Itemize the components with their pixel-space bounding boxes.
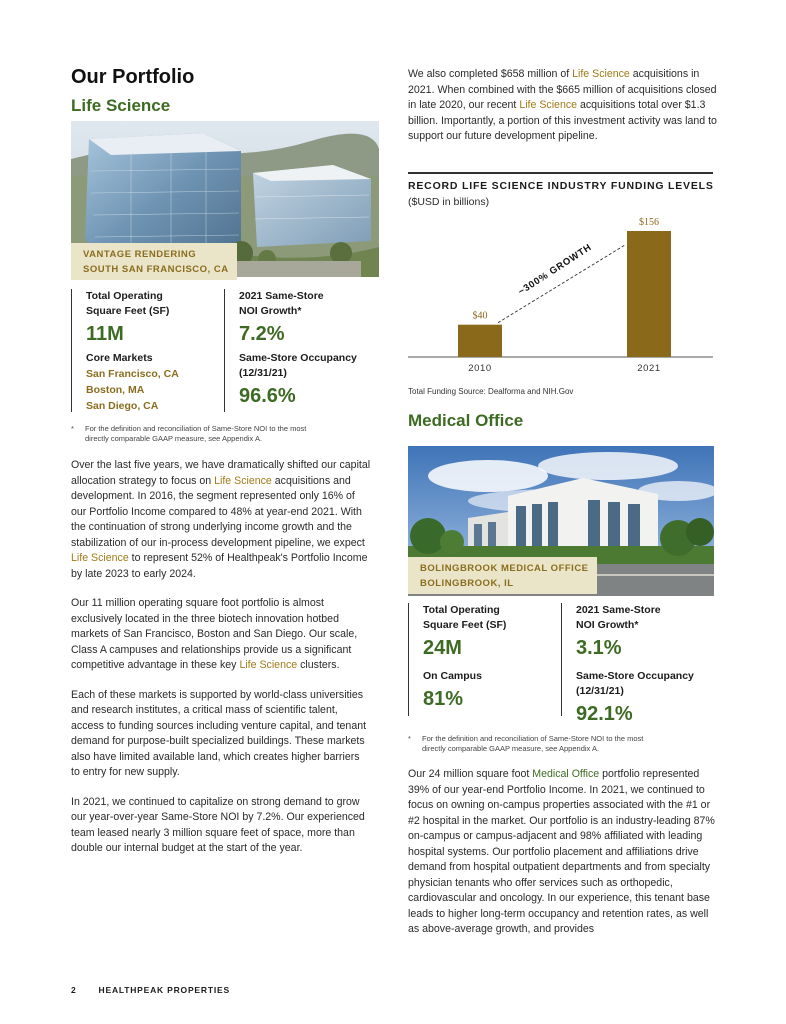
chart-source: Total Funding Source: Dealforma and NIH.Gov <box>408 387 574 396</box>
mo-noi-label-1: 2021 Same-Store <box>576 604 661 616</box>
ls-noi-value: 7.2% <box>239 323 285 345</box>
ls-sqft-label-2: Square Feet (SF) <box>86 305 170 317</box>
bolingbrook-photo-caption <box>408 557 597 594</box>
mo-noi-label-2: NOI Growth* <box>576 619 639 631</box>
paragraph: Our 24 million square foot Medical Office portfolio represented 39% of our year-end Portfolio Income. In 2021, we continued to focus on owning on-campus properties associated with the #1 or #2 hospital in the market. Our portfolio is an industry-leading 87% on-campus or campus-adjacent and 98% affiliated with leading hospital systems. Our portfolio placement and affiliations drive demand from hospital outpatient departments and from specialty physician tenants who offer services such as orthopedic, cardiovascular and oncology. In our experience, this tenant base leads to higher long-term occupancy and retention rates, as well as above-average growth, and provides <box>408 768 715 935</box>
mo-occupancy-label-1: Same-Store Occupancy <box>576 670 694 682</box>
right-top-text <box>408 67 718 159</box>
category-label: 2021 <box>637 363 661 374</box>
ls-market-item: Boston, MA <box>86 384 145 396</box>
growth-annotation: ~300% GROWTH <box>516 241 594 298</box>
life-science-link: Life Science <box>214 474 272 487</box>
ls-occupancy-value: 96.6% <box>239 385 296 407</box>
mo-sqft-value: 24M <box>423 637 462 659</box>
caption-line-2: SOUTH SAN FRANCISCO, CA <box>83 264 229 275</box>
category-label: 2010 <box>468 363 492 374</box>
left-body-text <box>71 458 371 871</box>
ls-sqft-label-1: Total Operating <box>86 290 163 302</box>
life-science-link: Life Science <box>519 99 578 111</box>
paragraph: In 2021, we continued to capitalize on strong demand to grow our year-over-year Same-Store NOI by 7.2%. Our experienced team leased nearly 3 million square feet of space, more than double our internal budget at the start of the year. <box>71 795 365 854</box>
ls-market-item: San Diego, CA <box>86 400 159 412</box>
ls-markets-label: Core Markets <box>86 352 153 364</box>
medical-office-link: Medical Office <box>532 768 600 780</box>
page-title: Our Portfolio <box>71 66 195 88</box>
chart-top-rule <box>408 172 713 174</box>
ls-noi-label-1: 2021 Same-Store <box>239 290 324 302</box>
bar-value-label: $40 <box>472 310 488 322</box>
growth-trend-line <box>498 245 625 323</box>
caption-line-2: BOLINGBROOK, IL <box>420 578 514 589</box>
ls-market-item: San Francisco, CA <box>86 368 179 380</box>
ls-footnote-line-1: For the definition and reconciliation of Same-Store NOI to the most <box>85 424 307 433</box>
ls-occupancy-label-2: (12/31/21) <box>239 367 287 379</box>
ls-noi-label-2: NOI Growth* <box>239 305 302 317</box>
mo-campus-value: 81% <box>423 688 464 710</box>
page-footer <box>71 985 230 995</box>
mo-sqft-label-1: Total Operating <box>423 604 500 616</box>
mo-footnote-line-2: directly comparable GAAP measure, see Appendix A. <box>422 744 600 753</box>
life-science-link: Life Science <box>239 659 298 671</box>
bar-value-label: $156 <box>639 217 659 228</box>
mo-footnote-line-1: For the definition and reconciliation of Same-Store NOI to the most <box>422 734 644 743</box>
mo-stats-right <box>561 603 711 725</box>
life-science-link: Life Science <box>572 68 630 80</box>
mo-sqft-label-2: Square Feet (SF) <box>423 619 507 631</box>
mo-occupancy-label-2: (12/31/21) <box>576 685 624 697</box>
paragraph: We also completed $658 million of Life Science acquisitions in 2021. When combined with the $665 million of acquisitions closed in late 2020, our recent Life Science acquisitions total over $1.3 billion. Importantly, a portion of this investment activity was land to support our future development pipeline. <box>408 68 717 142</box>
life-science-title: Life Science <box>71 96 171 115</box>
paragraph: Each of these markets is supported by world-class universities and research institutes, a critical mass of scientific talent, access to funding sources including venture capital, and tenant demand for purpose-built specialized buildings. These markets also have limited available land, which creates higher barriers to entry for new supply. <box>71 688 367 778</box>
footer-company: HEALTHPEAK PROPERTIES <box>98 985 230 995</box>
mo-campus-label: On Campus <box>423 670 482 682</box>
vantage-photo-caption <box>71 243 237 280</box>
ls-stats-right <box>224 289 374 412</box>
chart-subtitle: ($USD in billions) <box>408 196 490 208</box>
bar-2010 <box>458 325 502 357</box>
mo-body-text <box>408 767 718 952</box>
ls-sqft-value: 11M <box>86 323 124 345</box>
caption-line-1: VANTAGE RENDERING <box>83 249 197 260</box>
ls-footnote: * For the definition and reconciliation of Same-Store NOI to the most directly comparable GAAP measure, see Appendix A. <box>71 424 381 444</box>
ls-stats-left <box>71 289 221 412</box>
medical-office-title: Medical Office <box>408 411 524 430</box>
ls-footnote-line-2: directly comparable GAAP measure, see Appendix A. <box>85 434 263 443</box>
caption-line-1: BOLINGBROOK MEDICAL OFFICE <box>420 563 589 574</box>
mo-footnote: * For the definition and reconciliation of Same-Store NOI to the most directly comparable GAAP measure, see Appendix A. <box>408 734 718 754</box>
bar-2021 <box>627 231 671 357</box>
chart-title: RECORD LIFE SCIENCE INDUSTRY FUNDING LEVELS <box>408 180 714 192</box>
life-science-link: Life Science <box>71 552 129 564</box>
mo-noi-value: 3.1% <box>576 637 622 659</box>
paragraph: Over the last five years, we have dramatically shifted our capital allocation strategy to focus on Life Science acquisitions and development. In 2016, the segment represented only 16% of our Portfolio Income compared to 48% at year-end 2021. With the continuation of strong underlying income growth and the stabilization of our in-process development pipeline, we expect Life Science to represent 52% of Healthpeak's Portfolio Income by late 2023 to early 2024. <box>71 459 371 580</box>
ls-occupancy-label-1: Same-Store Occupancy <box>239 352 357 364</box>
mo-stats-left <box>408 603 558 716</box>
paragraph: Our 11 million operating square foot portfolio is almost exclusively located in the three biotech innovation hotbed markets of San Francisco, Boston and San Diego. Our scale, Class A campuses and relationships provide us a significant competitive advantage in these key Life Science clusters. <box>71 597 358 671</box>
funding-chart <box>400 205 720 385</box>
page-number: 2 <box>71 985 77 995</box>
mo-occupancy-value: 92.1% <box>576 703 633 725</box>
